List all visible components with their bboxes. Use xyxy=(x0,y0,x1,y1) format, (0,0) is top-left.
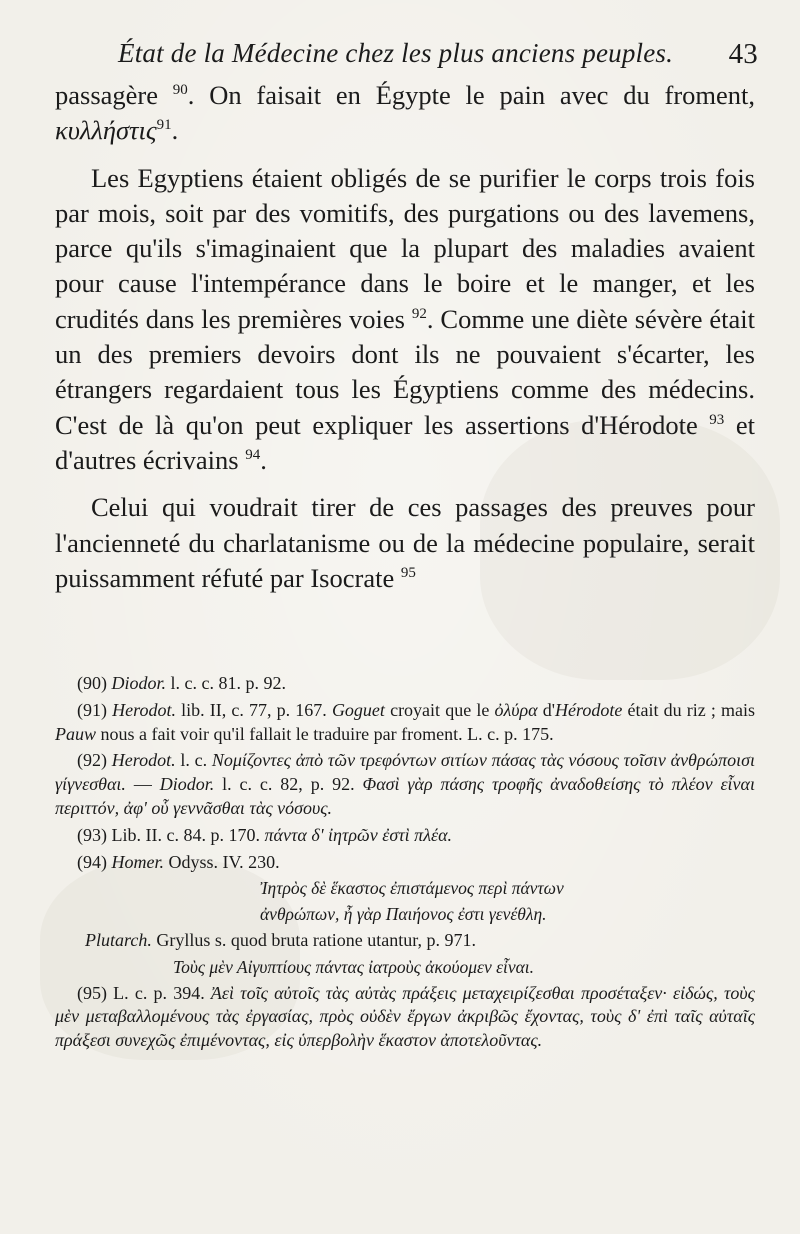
text-span: Celui qui voudrait tirer de ces passages des preuves pour l'ancienneté du charlatanisme ou de la médecine populaire, serait puissamment réfuté par Isocrate xyxy=(55,492,755,593)
text-span: . Comme une diète sévère était un des premiers devoirs dont ils ne pouvaient s'écarter, les étrangers regardaient tous les Égyptiens comme des médecins. C'est de là qu'on peut expliquer les assertions d'Hérodote xyxy=(55,303,755,440)
text-span: passagère xyxy=(55,80,173,110)
note-number: (91) xyxy=(77,699,113,720)
note-text: l. c. c. 82, p. 92. xyxy=(214,774,363,795)
greek-verse: ἀνθρώπων, ἦ γὰρ Παιήονος ἐστι γενέθλη. xyxy=(260,904,547,925)
greek-quote: Ἀεὶ τοῖς αὐτοῖς τὰς αὐτὰς πράξεις μεταχειρίζεσθαι προσέταξεν· εἰδώς, τοὺς μὲν μεταβαλλομένους τὰς ἐργασίας, πρὸς οὐδὲν ἔργων ἀκριβῶς ἔχοντας, τοὺς δ' ἐπὶ ταῖς αὐταῖς πράξεσι συνεχῶς ἐπιμένοντας, εἰς ὑπερβολὴν ἕκαστον ἀποτελοῦντας. xyxy=(55,982,755,1051)
author-name: Diodor. xyxy=(111,673,167,693)
footnote-90 xyxy=(55,672,755,696)
author-name: Herodot. xyxy=(112,699,176,720)
author-name: Plutarch. xyxy=(85,929,152,950)
author-name: Pauw xyxy=(55,723,97,744)
author-name: Herodot. xyxy=(111,750,176,771)
note-text: croyait que le xyxy=(384,699,495,720)
note-text: L. c. p. 394. xyxy=(113,982,211,1003)
author-name: Goguet xyxy=(331,699,385,720)
author-name: Homer. xyxy=(111,851,164,872)
note-text: Odyss. IV. 230. xyxy=(164,851,280,872)
footnote-ref: 92 xyxy=(411,305,427,322)
footnote-ref: 93 xyxy=(709,411,725,428)
footnote-ref: 91 xyxy=(156,117,172,134)
note-number: (92) xyxy=(77,750,112,771)
note-number: (93) xyxy=(77,824,112,845)
greek-verse: Ἰητρὸς δὲ ἕκαστος ἐπιστάμενος περὶ πάντων xyxy=(260,878,564,899)
greek-word: κυλλήστις xyxy=(55,115,157,146)
footnote-ref: 90 xyxy=(172,82,188,99)
note-number: (90) xyxy=(77,673,112,693)
note-text: d' xyxy=(537,699,555,720)
text-span: . xyxy=(260,444,267,475)
note-number: (95) xyxy=(77,982,114,1003)
footnote-93 xyxy=(55,824,755,848)
main-text xyxy=(55,78,755,596)
note-number: (94) xyxy=(77,851,112,872)
greek-word: ὀλύρα xyxy=(494,699,538,720)
note-text: lib. II, c. 77, p. 167. xyxy=(175,699,332,720)
verse-line xyxy=(55,903,755,927)
note-text: — xyxy=(125,774,160,795)
note-text: nous a fait voir qu'il fallait le traduire par froment. L. c. p. 175. xyxy=(96,723,554,744)
greek-quote: Φασὶ γὰρ πάσης τροφῆς ἀναδοθείσης τὸ πλέον εἶναι περιττόν, ἀφ' οὗ γεννᾶσθαι τὰς νόσους. xyxy=(55,774,755,818)
text-span: . On faisait en Égypte le pain avec du froment, xyxy=(187,80,756,110)
paragraph xyxy=(55,490,755,596)
note-text: l. c. c. 81. p. 92. xyxy=(166,673,286,693)
note-text: l. c. xyxy=(175,750,212,771)
text-span: et d'autres écrivains xyxy=(55,409,756,475)
note-text: était du riz ; mais xyxy=(622,699,755,720)
verse-line xyxy=(55,877,755,901)
author-name: Hérodote xyxy=(555,699,623,720)
footnote-95 xyxy=(55,982,755,1053)
author-name: Diodor. xyxy=(159,774,215,795)
footnotes xyxy=(55,672,755,1056)
footnote-92 xyxy=(55,749,755,820)
running-title: État de la Médecine chez les plus anciens peuples. xyxy=(118,38,674,68)
note-text: Lib. II. c. 84. p. 170. xyxy=(111,824,265,845)
greek-quote: πάντα δ' ἰητρῶν ἐστὶ πλέα. xyxy=(264,824,453,845)
paragraph xyxy=(55,161,755,479)
text-span: . xyxy=(171,115,179,146)
text-span: Les Egyptiens étaient obligés de se purifier le corps trois fois par mois, soit par des vomitifs, des purgations ou des lavemens, parce qu'ils s'imaginaient que la plupart des maladies avaient pour cause l'intempérance dans le boire et le manger, et les crudités dans les premières voies xyxy=(55,162,755,334)
greek-quote: Τοὺς μὲν Αἰγυπτίους πάντας ἰατροὺς ἀκούομεν εἶναι. xyxy=(173,956,535,977)
verse-line xyxy=(55,956,755,980)
paragraph xyxy=(55,78,755,149)
greek-quote: Νομίζοντες ἀπὸ τῶν τρεφόντων σιτίων πάσας τὰς νόσους τοῖσιν ἀνθρώποισι γίγνεσθαι. xyxy=(55,750,755,795)
running-header xyxy=(118,38,758,69)
page-number: 43 xyxy=(728,38,758,70)
footnote-ref: 95 xyxy=(400,565,416,582)
note-text: Gryllus s. quod bruta ratione utantur, p. 971. xyxy=(151,929,477,950)
footnote-91 xyxy=(55,699,755,747)
footnote-ref: 94 xyxy=(245,447,261,464)
footnote-94 xyxy=(55,851,755,875)
plutarch-citation xyxy=(55,929,755,953)
